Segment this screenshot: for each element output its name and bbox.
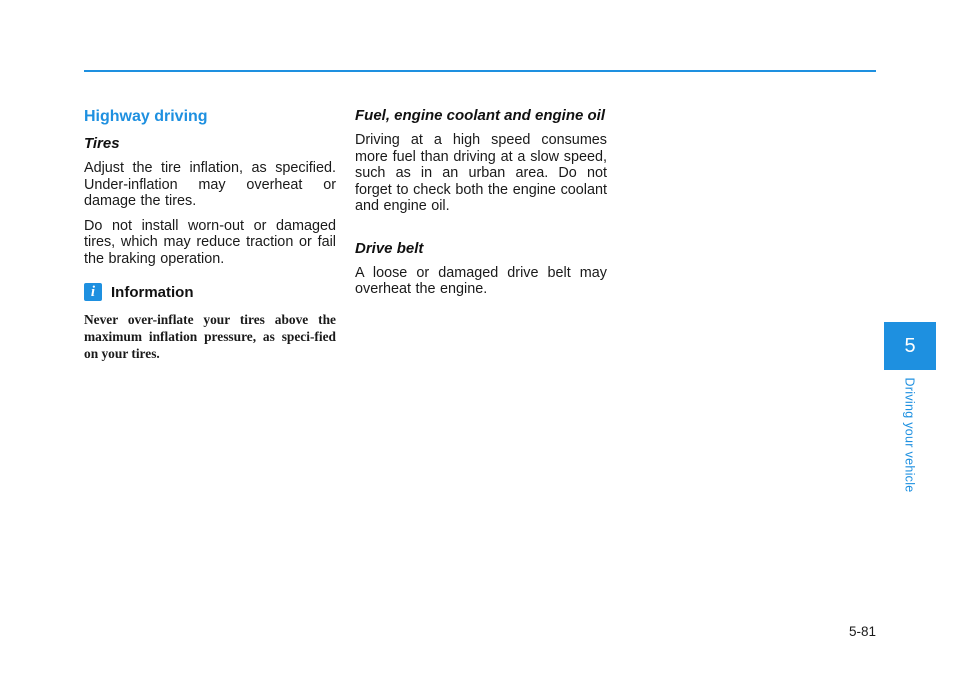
top-rule <box>84 70 876 72</box>
info-icon: i <box>84 283 102 301</box>
information-title: Information <box>111 283 194 301</box>
chapter-tab[interactable] <box>884 322 936 370</box>
chapter-title-vertical <box>884 368 936 502</box>
fuel-heading: Fuel, engine coolant and engine oil <box>355 107 606 124</box>
drive-belt-paragraph: A loose or damaged drive belt may overheat the engine. <box>355 264 607 297</box>
drive-belt-heading: Drive belt <box>355 239 424 257</box>
middle-column <box>355 108 607 306</box>
information-header <box>84 283 336 301</box>
tires-paragraph-2: Do not install worn-out or damaged tires, which may reduce traction or fail the braking operation. <box>84 217 336 267</box>
left-column <box>84 108 336 362</box>
information-text: Never over-inflate your tires above the maximum inflation pressure, as speci-fied on your tires. <box>84 312 336 361</box>
tires-heading: Tires <box>84 135 120 152</box>
chapter-number: 5 <box>904 334 916 357</box>
section-title: Highway driving <box>84 108 208 125</box>
page-number: 5-81 <box>848 624 876 639</box>
chapter-title: Driving your vehicle <box>903 377 918 493</box>
fuel-paragraph: Driving at a high speed consumes more fuel than driving at a slow speed, such as in an urban area. Do not forget to check both the engine coolant and engine oil. <box>355 132 607 214</box>
tires-paragraph-1: Adjust the tire inflation, as specified. Under-inflation may overheat or damage the tires. <box>84 160 336 209</box>
